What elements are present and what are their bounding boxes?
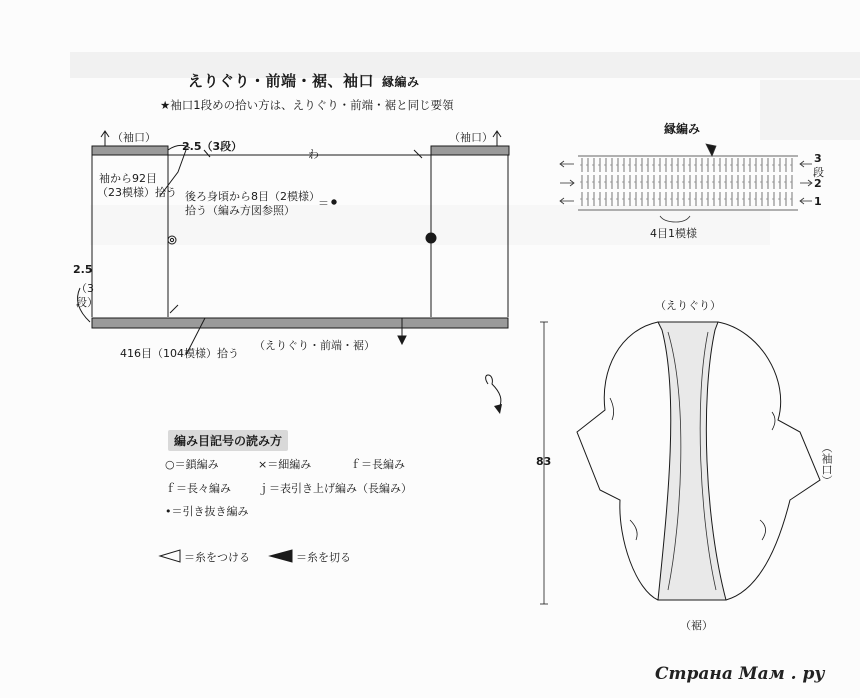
cut-yarn-icon xyxy=(270,550,292,562)
match-dot-right xyxy=(426,233,436,243)
diagram-title: えりぐり・前端・裾、袖口 縁編み xyxy=(188,72,420,90)
legend-chain: ○＝鎖編み xyxy=(165,458,219,471)
left-cuff-band xyxy=(92,146,168,155)
side-measure-2: （3 xyxy=(76,282,94,295)
bottom-band-label: （えりぐり・前端・裾） xyxy=(254,339,375,352)
site-watermark: Страна Мам . ру xyxy=(655,664,825,684)
sleeve-pickup-line1: 袖から92目 xyxy=(99,172,157,185)
back-mark-dot xyxy=(332,200,336,204)
legend-post: ｊ＝表引き上げ編み（長編み） xyxy=(258,482,412,495)
chart-row-3: 3 xyxy=(814,152,822,165)
right-cuff-band xyxy=(431,146,509,155)
single-crochet-icon: × xyxy=(258,458,268,471)
back-pickup-line1: 後ろ身頃から8目（2模様） xyxy=(185,190,320,203)
chart-row-unit: 段 xyxy=(813,166,824,179)
triple-crochet-icon: ｆ xyxy=(165,482,176,495)
chart-row-1: 1 xyxy=(814,195,822,208)
attach-yarn-icon xyxy=(160,550,180,562)
legend-slip: •＝引き抜き編み xyxy=(165,505,249,518)
edge-label-pointer xyxy=(706,144,716,156)
garment-right-outline xyxy=(718,322,820,600)
legend-cut-label: ＝糸を切る xyxy=(296,551,351,564)
height-label: 83 xyxy=(536,455,552,468)
flat-schematic xyxy=(78,131,509,355)
match-circle-left xyxy=(168,236,176,244)
inner-tick xyxy=(170,305,178,313)
chart-edge-label: 縁編み xyxy=(664,122,701,136)
chart-repeat-label: 4目1模様 xyxy=(650,227,697,240)
side-measure-1: 2.5 xyxy=(73,263,93,276)
sleeve-label: （袖口） xyxy=(820,442,833,486)
right-cuff-label: （袖口） xyxy=(449,131,493,144)
loop-arrow xyxy=(486,375,501,410)
stitch-chart xyxy=(560,144,812,222)
top-measure-label: 2.5（3段） xyxy=(182,140,243,153)
fold-tick-right xyxy=(414,150,422,158)
slip-stitch-icon: • xyxy=(165,505,172,518)
garment-front-band xyxy=(658,322,726,600)
legend-single: ×＝細編み xyxy=(258,458,312,471)
legend-double: ｆ＝長編み xyxy=(350,458,405,471)
fold-label: わ xyxy=(308,148,319,161)
bottom-pickup-label: 416目（104模様）拾う xyxy=(120,347,239,360)
double-crochet-icon: ｆ xyxy=(350,458,361,471)
pickup-note: ★袖口1段めの拾い方は、えりぐり・前端・裾と同じ要領 xyxy=(160,98,454,112)
legend-attach-label: ＝糸をつける xyxy=(184,551,250,564)
garment-silhouette xyxy=(540,322,820,604)
sleeve-pickup-line2: （23模様）拾う xyxy=(97,186,177,199)
front-post-icon: ｊ xyxy=(258,482,269,495)
hem-label: （裾） xyxy=(680,619,713,632)
chain-icon: ○ xyxy=(165,458,175,471)
garment-left-outline xyxy=(577,322,658,600)
neck-label: （えりぐり） xyxy=(655,299,721,312)
left-cuff-label: （袖口） xyxy=(112,131,156,144)
side-measure-3: 段） xyxy=(76,296,98,309)
legend-triple: ｆ＝長々編み xyxy=(165,482,231,495)
chart-row-2: 2 xyxy=(814,177,822,190)
repeat-bracket xyxy=(660,216,690,222)
chart-stitch-grid xyxy=(580,158,796,206)
legend-title: 編み目記号の読み方 xyxy=(168,430,288,451)
back-mark-label: ＝ xyxy=(318,197,329,210)
back-pickup-line2: 拾う（編み方図参照） xyxy=(185,204,295,217)
bottom-band xyxy=(92,318,508,328)
